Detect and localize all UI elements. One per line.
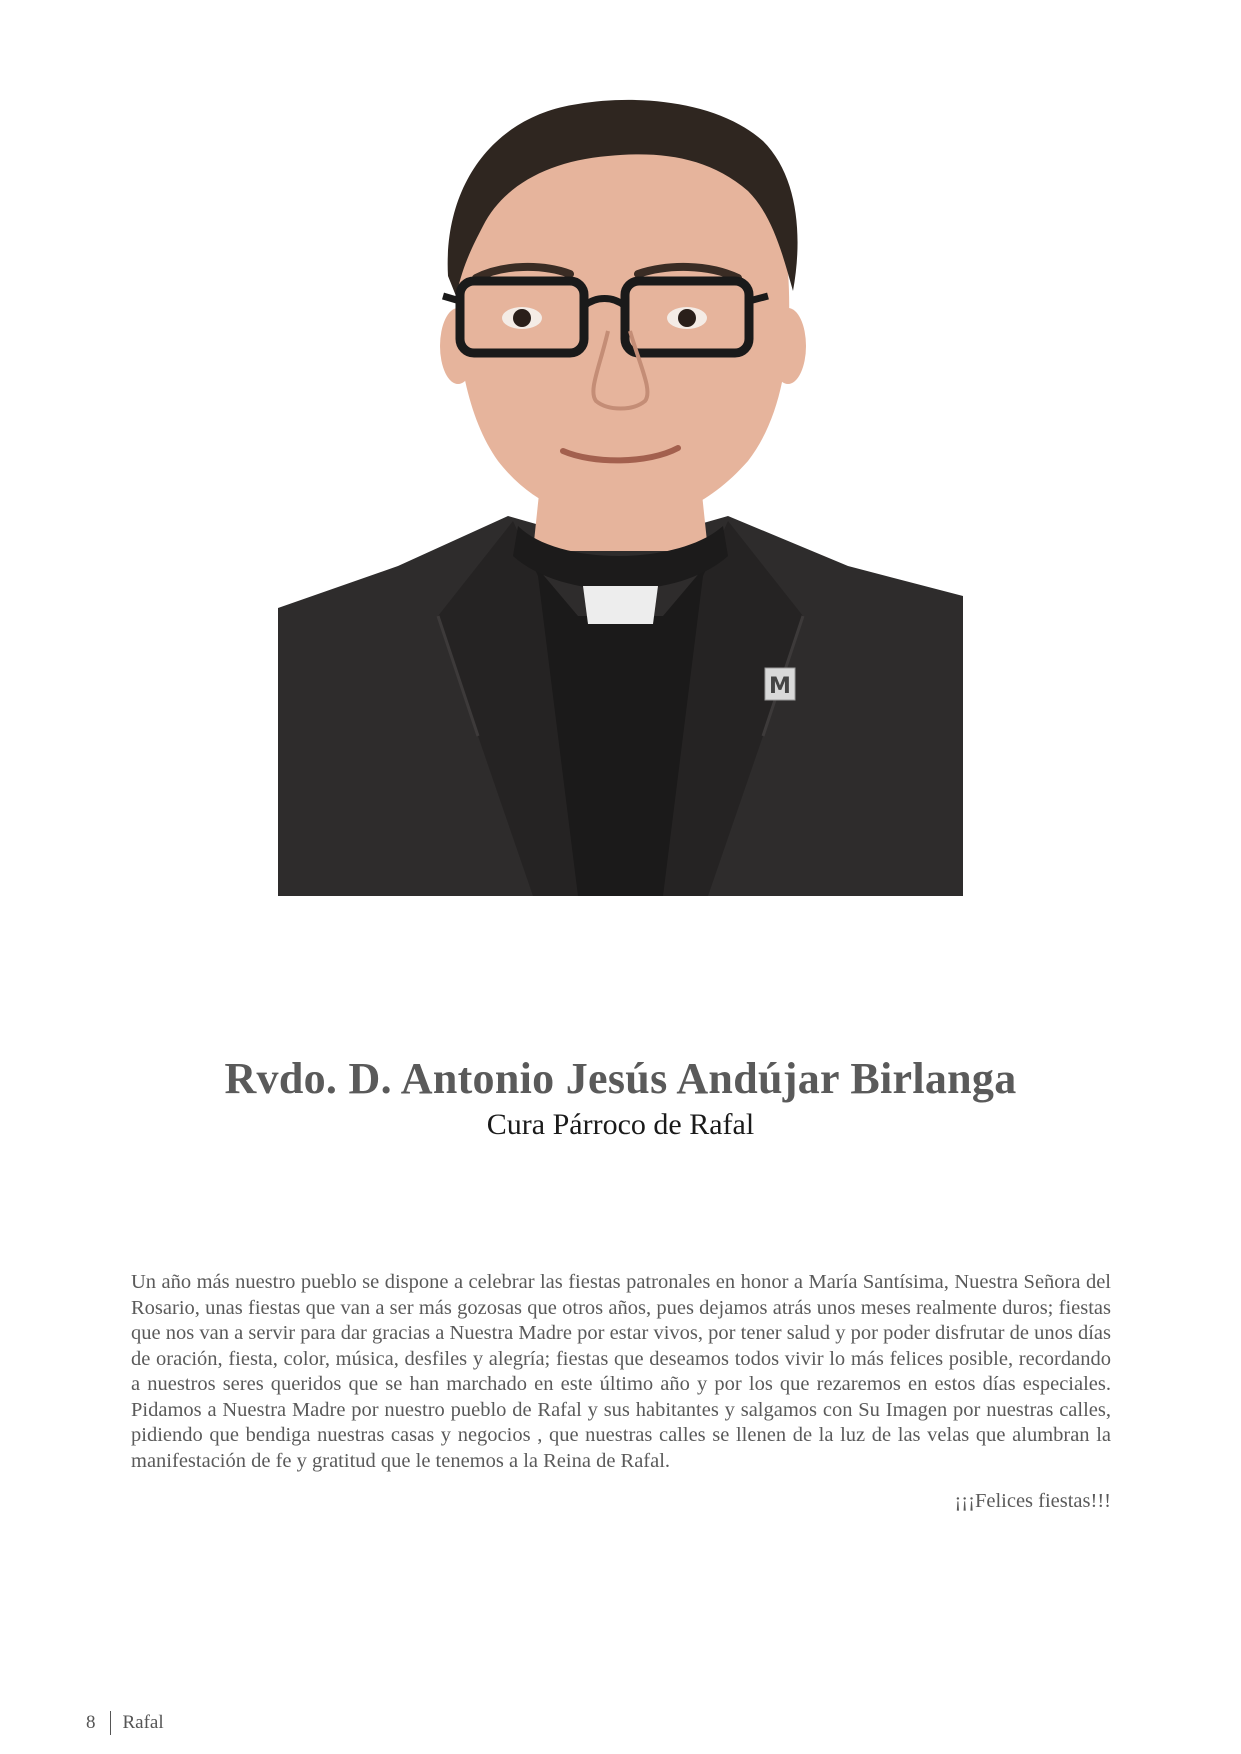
- lapel-pin-letter: M: [769, 674, 791, 699]
- portrait-illustration: [278, 96, 963, 896]
- publication-name: Rafal: [122, 1712, 164, 1733]
- footer-separator: [110, 1711, 111, 1735]
- title-block: [0, 1052, 1241, 1144]
- portrait-photo: [278, 96, 963, 896]
- left-pupil: [513, 309, 531, 327]
- page-footer: [86, 1710, 164, 1736]
- message-paragraph: Un año más nuestro pueblo se dispone a celebrar las fiestas patronales en honor a María Santísima, Nuestra Señora del Rosario, unas fiestas que van a ser más gozosas que otros años, pues dejamos atrás unos meses realmente duros; fiestas que nos van a servir para dar gracias a Nuestra Madre por estar vivos, por tener salud y por poder disfrutar de unos días de oración, fiesta, color, música, desfiles y alegría; fiestas que deseamos todos vivir lo más felices posible, recordando a nuestros seres queridos que se han marchado en este último año y por los que rezaremos en estos días especiales. Pidamos a Nuestra Madre por nuestro pueblo de Rafal y sus habitantes y salgamos con Su Imagen por nuestras calles, pidiendo que bendiga nuestras casas y negocios , que nuestras calles se llenen de la luz de las velas que alumbran la manifestación de fe y gratitud que le tenemos a la Reina de Rafal.: [131, 1271, 1111, 1472]
- author-role: Cura Párroco de Rafal: [486, 1108, 755, 1141]
- collar-tab: [583, 586, 658, 624]
- closing-line: ¡¡¡Felices fiestas!!!: [954, 1490, 1111, 1512]
- lapel-pin: [765, 668, 795, 700]
- author-name: Rvdo. D. Antonio Jesús Andújar Birlanga: [224, 1054, 1017, 1103]
- page-number: 8: [86, 1712, 96, 1733]
- right-pupil: [678, 309, 696, 327]
